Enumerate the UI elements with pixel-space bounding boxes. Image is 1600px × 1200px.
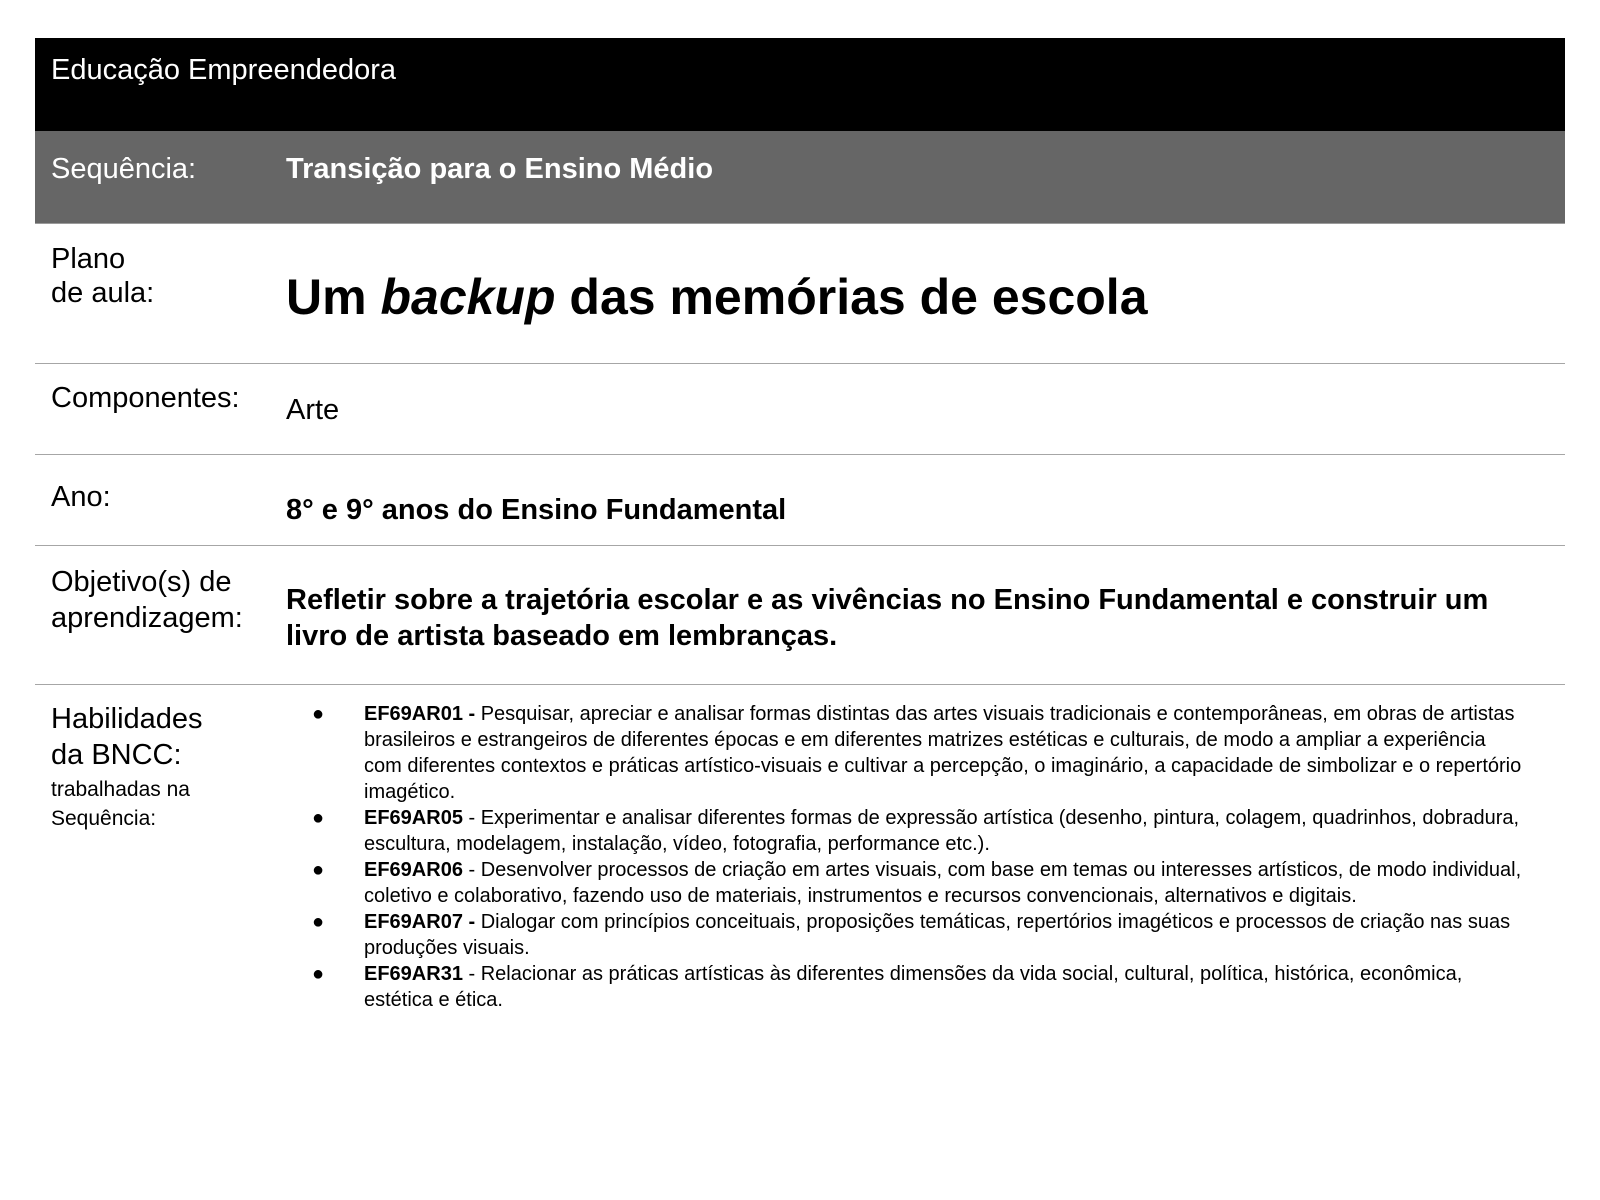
skill-text: - Relacionar as práticas artísticas às diferentes dimensões da vida social, cultural, política, histórica, econômica, estética e ética. — [364, 963, 1463, 1011]
list-item — [286, 961, 1565, 1013]
lesson-plan-row — [35, 224, 1565, 364]
lesson-plan-label-line1: Plano — [51, 243, 126, 275]
list-item — [286, 701, 1565, 805]
skill-text: Pesquisar, apreciar e analisar formas distintas das artes visuais tradicionais e contemporâneas, em obras de artistas brasileiros e estrangeiros de diferentes épocas e em diferentes matrizes estéticas e culturais, de modo a ampliar a experiência com diferentes contextos e práticas artístico-visuais e cultivar a percepção, o imaginário, a capacidade de simbolizar e o repertório imagético. — [364, 703, 1522, 803]
lesson-plan-label-line2: de aula: — [51, 277, 155, 309]
skills-list-container — [286, 701, 1565, 1013]
skills-label-line4: Sequência: — [51, 807, 157, 830]
skill-text: Dialogar com princípios conceituais, proposições temáticas, repertórios imagéticos e processos de criação nas suas produções visuais. — [364, 911, 1511, 959]
skills-label-line1: Habilidades — [51, 703, 203, 735]
year-row — [35, 455, 1565, 546]
skills-row — [35, 685, 1565, 1013]
objectives-label — [35, 564, 286, 684]
skills-label-line3: trabalhadas na — [51, 778, 190, 801]
sequence-label: Sequência: — [51, 153, 197, 185]
skill-code: EF69AR01 - — [364, 703, 476, 725]
lesson-plan-title-italic: backup — [380, 269, 556, 325]
sequence-value: Transição para o Ensino Médio — [286, 153, 714, 185]
header-title: Educação Empreendedora — [51, 54, 397, 86]
bullet-icon: ● — [312, 963, 325, 985]
list-item — [286, 909, 1565, 961]
year-label: Ano: — [51, 481, 111, 513]
lesson-plan-title-before: Um — [286, 269, 381, 325]
objectives-row — [35, 546, 1565, 685]
skill-code: EF69AR06 — [364, 859, 463, 881]
skill-code: EF69AR05 — [364, 807, 463, 829]
skills-label — [35, 701, 286, 1013]
objectives-label-line1: Objetivo(s) de — [51, 566, 232, 598]
bullet-icon: ● — [312, 703, 325, 725]
skill-text: - Experimentar e analisar diferentes formas de expressão artística (desenho, pintura, colagem, quadrinhos, dobradura, escultura, modelagem, instalação, vídeo, fotografia, performance etc.). — [364, 807, 1520, 855]
year-value: 8° e 9° anos do Ensino Fundamental — [286, 494, 787, 526]
bullet-icon: ● — [312, 911, 325, 933]
skill-code: EF69AR07 - — [364, 911, 476, 933]
lesson-plan-label — [35, 242, 286, 363]
list-item — [286, 857, 1565, 909]
list-item — [286, 805, 1565, 857]
objectives-label-line2: aprendizagem: — [51, 602, 243, 634]
objectives-value: Refletir sobre a trajetória escolar e as vivências no Ensino Fundamental e construir um livro de artista baseado em lembranças. — [286, 584, 1489, 652]
skill-text: - Desenvolver processos de criação em artes visuais, com base em temas ou interesses artísticos, de modo individual, coletivo e colaborativo, fazendo uso de materiais, instrumentos e recursos convencionais, alternativos e digitais. — [364, 859, 1522, 907]
bullet-icon: ● — [312, 859, 325, 881]
lesson-plan-sheet — [35, 38, 1565, 1013]
sequence-row — [35, 131, 1565, 224]
components-row — [35, 364, 1565, 455]
components-value: Arte — [286, 394, 340, 426]
components-label: Componentes: — [51, 382, 240, 414]
lesson-plan-title-after: das memórias de escola — [555, 269, 1148, 325]
skill-code: EF69AR31 — [364, 963, 463, 985]
bullet-icon: ● — [312, 807, 325, 829]
header-bar — [35, 38, 1565, 131]
skills-label-line2: da BNCC: — [51, 739, 182, 771]
lesson-plan-title — [286, 242, 1565, 363]
skills-list — [286, 701, 1565, 1013]
